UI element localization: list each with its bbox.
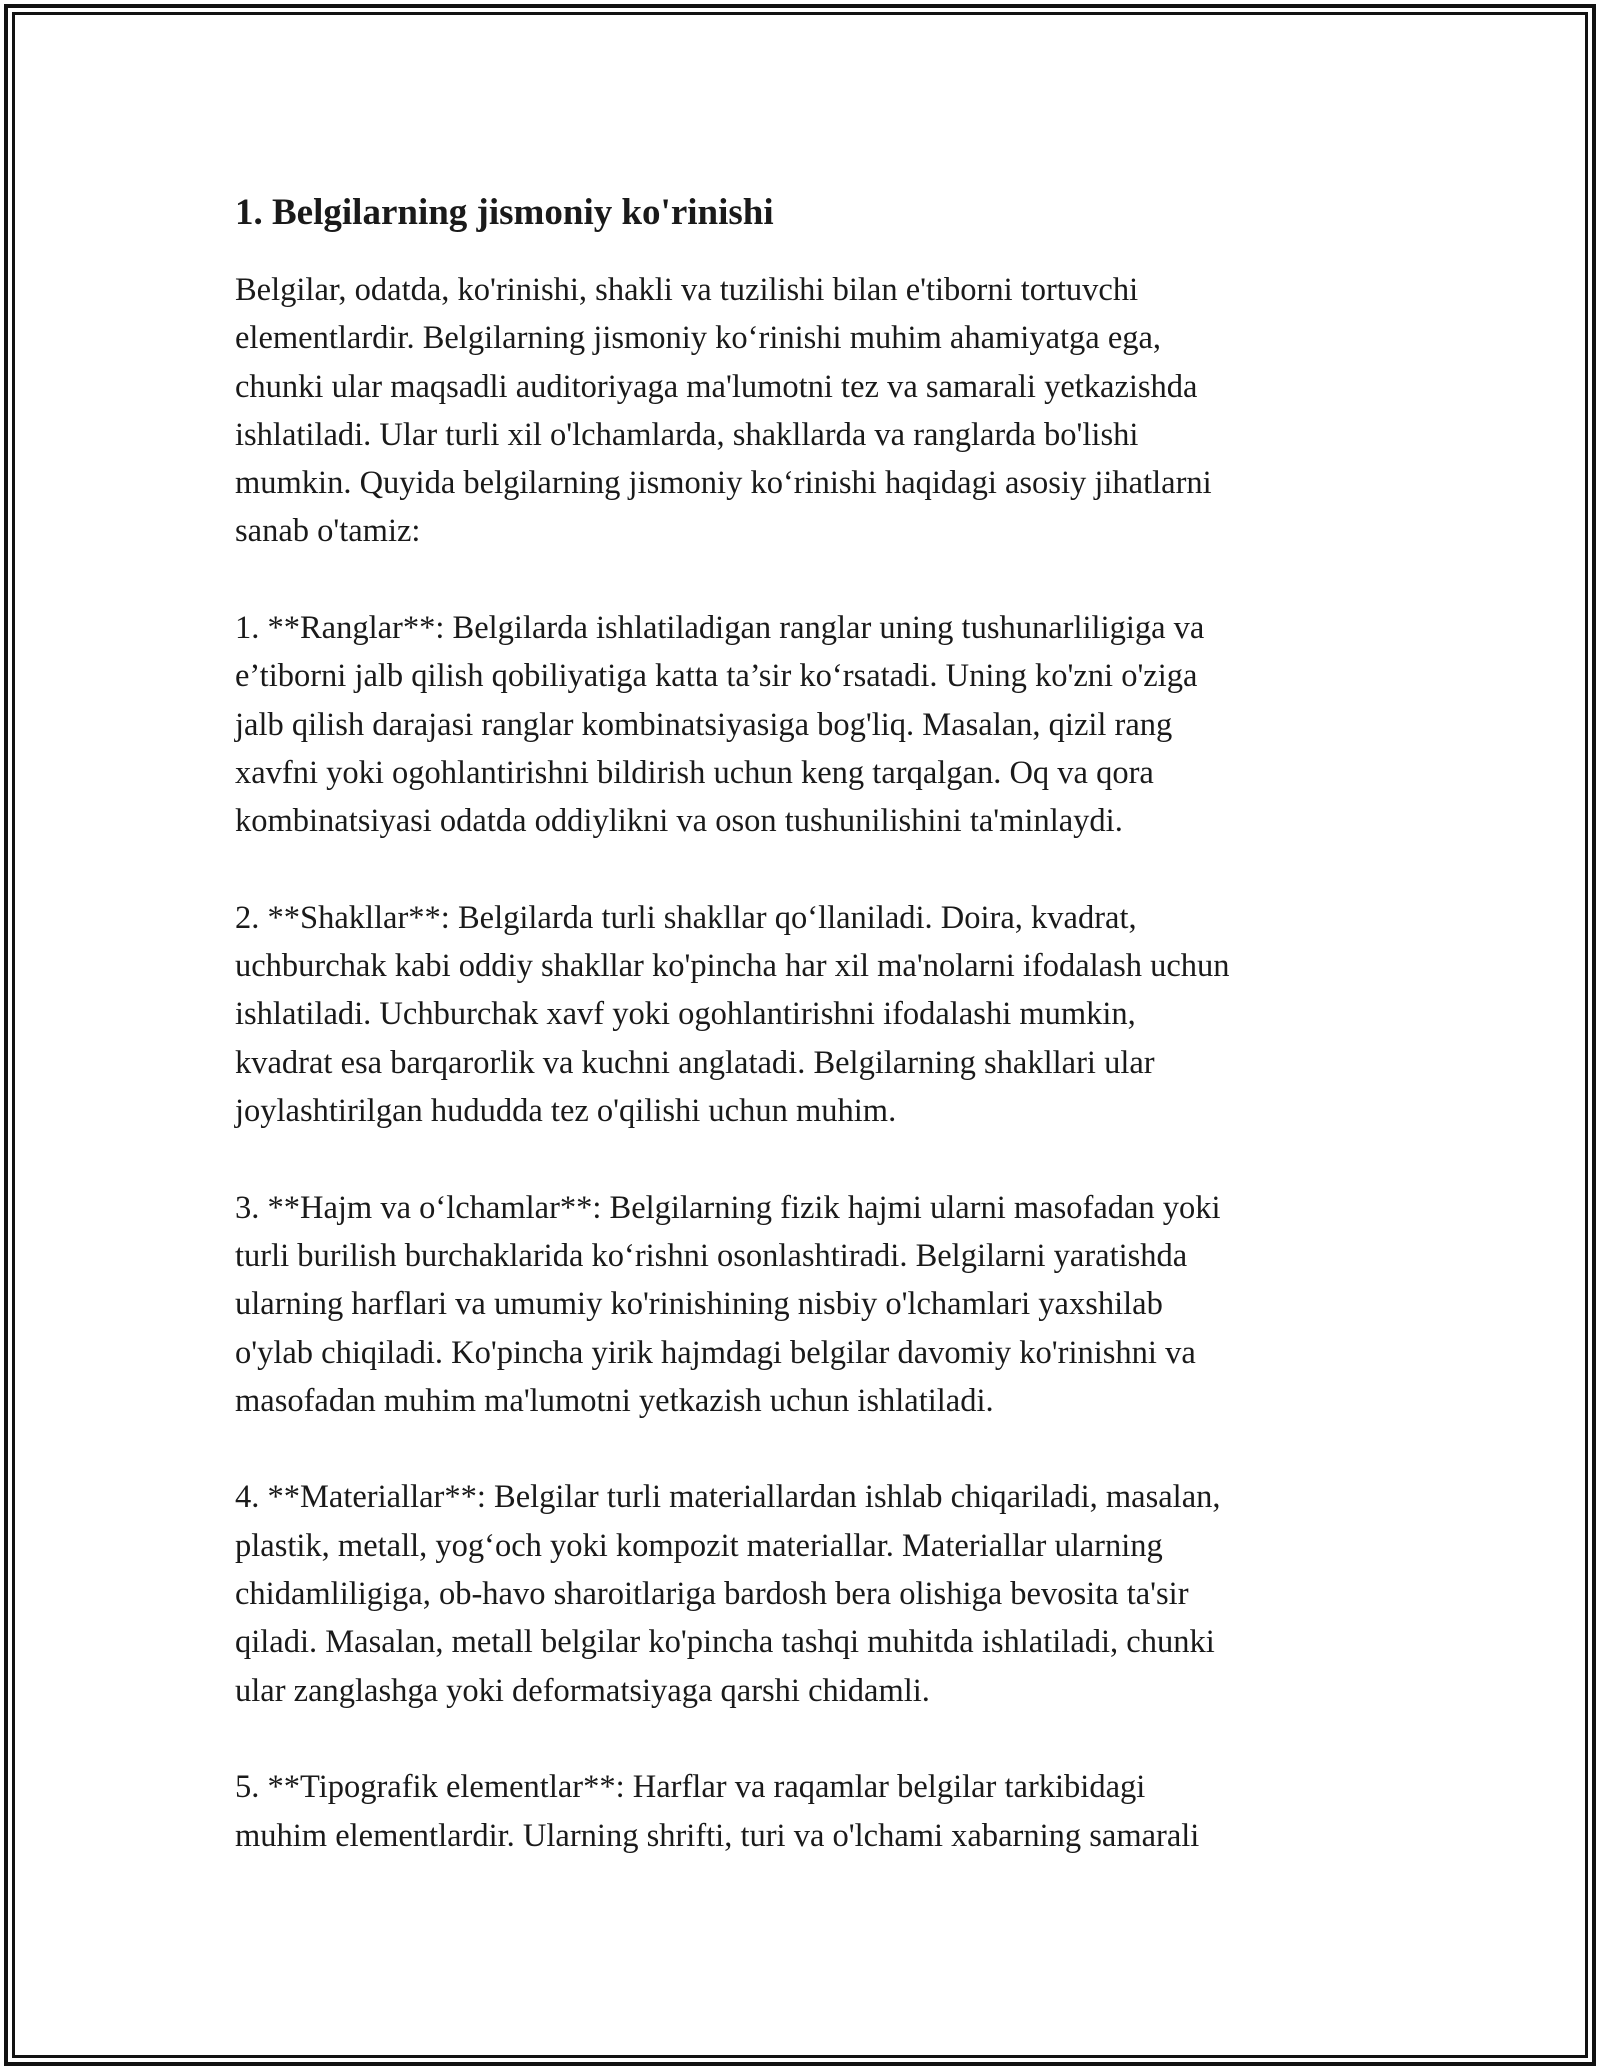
text-line: uchburchak kabi oddiy shakllar ko'pincha har xil ma'nolarni ifodalash uchun — [235, 948, 1230, 985]
document-body — [235, 188, 1365, 1860]
text-line: kvadrat esa barqarorlik va kuchni anglatadi. Belgilarning shakllari ular — [235, 1044, 1155, 1081]
text-line: 1. **Ranglar**: Belgilarda ishlatiladigan ranglar uning tushunarliligiga va — [235, 610, 1205, 647]
text-line: ishlatiladi. Ular turli xil o'lchamlarda, shakllarda va ranglarda bo'lishi — [235, 416, 1139, 453]
text-line: xavfni yoki ogohlantirishni bildirish uchun keng tarqalgan. Oq va qora — [235, 754, 1154, 791]
section-heading: 1. Belgilarning jismoniy ko'rinishi — [235, 192, 774, 233]
paragraph-intro — [235, 266, 1365, 556]
text-line: chidamliligiga, ob-havo sharoitlariga bardosh bera olishiga bevosita ta'sir — [235, 1576, 1189, 1613]
text-line: jalb qilish darajasi ranglar kombinatsiyasiga bog'liq. Masalan, qizil rang — [235, 706, 1173, 743]
paragraph-sizes — [235, 1184, 1365, 1425]
text-line: 2. **Shakllar**: Belgilarda turli shakllar qo‘llaniladi. Doira, kvadrat, — [235, 899, 1137, 936]
text-line: ularning harflari va umumiy ko'rinishining nisbiy o'lchamlari yaxshilab — [235, 1286, 1163, 1323]
text-line: plastik, metall, yog‘och yoki kompozit materiallar. Materiallar ularning — [235, 1527, 1163, 1564]
paragraph-typography — [235, 1763, 1365, 1860]
text-line: elementlardir. Belgilarning jismoniy ko‘rinishi muhim ahamiyatga ega, — [235, 320, 1162, 357]
text-line: qiladi. Masalan, metall belgilar ko'pincha tashqi muhitda ishlatiladi, chunki — [235, 1624, 1215, 1661]
text-line: sanab o'tamiz: — [235, 513, 421, 550]
text-line: 5. **Tipografik elementlar**: Harflar va raqamlar belgilar tarkibidagi — [235, 1769, 1146, 1806]
text-line: 4. **Materiallar**: Belgilar turli materiallardan ishlab chiqariladi, masalan, — [235, 1479, 1221, 1516]
paragraph-shapes — [235, 894, 1365, 1135]
text-line: chunki ular maqsadli auditoriyaga ma'lumotni tez va samarali yetkazishda — [235, 368, 1198, 405]
text-line: e’tiborni jalb qilish qobiliyatiga katta ta’sir ko‘rsatadi. Uning ko'zni o'ziga — [235, 658, 1198, 695]
text-line: 3. **Hajm va o‘lchamlar**: Belgilarning fizik hajmi ularni masofadan yoki — [235, 1189, 1221, 1226]
text-line: Belgilar, odatda, ko'rinishi, shakli va tuzilishi bilan e'tiborni tortuvchi — [235, 272, 1139, 308]
text-line: ishlatiladi. Uchburchak xavf yoki ogohlantirishni ifodalashi mumkin, — [235, 996, 1136, 1033]
text-line: kombinatsiyasi odatda oddiylikni va oson tushunilishini ta'minlaydi. — [235, 803, 1123, 840]
text-line: o'ylab chiqiladi. Ko'pincha yirik hajmdagi belgilar davomiy ko'rinishni va — [235, 1334, 1196, 1371]
paragraph-colors — [235, 604, 1365, 845]
text-line: turli burilish burchaklarida ko‘rishni osonlashtiradi. Belgilarni yaratishda — [235, 1237, 1188, 1274]
paragraph-materials — [235, 1473, 1365, 1714]
text-line: joylashtirilgan hududda tez o'qilishi uchun muhim. — [235, 1093, 897, 1130]
text-line: masofadan muhim ma'lumotni yetkazish uchun ishlatiladi. — [235, 1382, 994, 1419]
text-line: ular zanglashga yoki deformatsiyaga qarshi chidamli. — [235, 1672, 930, 1709]
text-line: mumkin. Quyida belgilarning jismoniy ko‘rinishi haqidagi asosiy jihatlarni — [235, 465, 1212, 502]
text-line: muhim elementlardir. Ularning shrifti, turi va o'lchami xabarning samarali — [235, 1817, 1200, 1854]
